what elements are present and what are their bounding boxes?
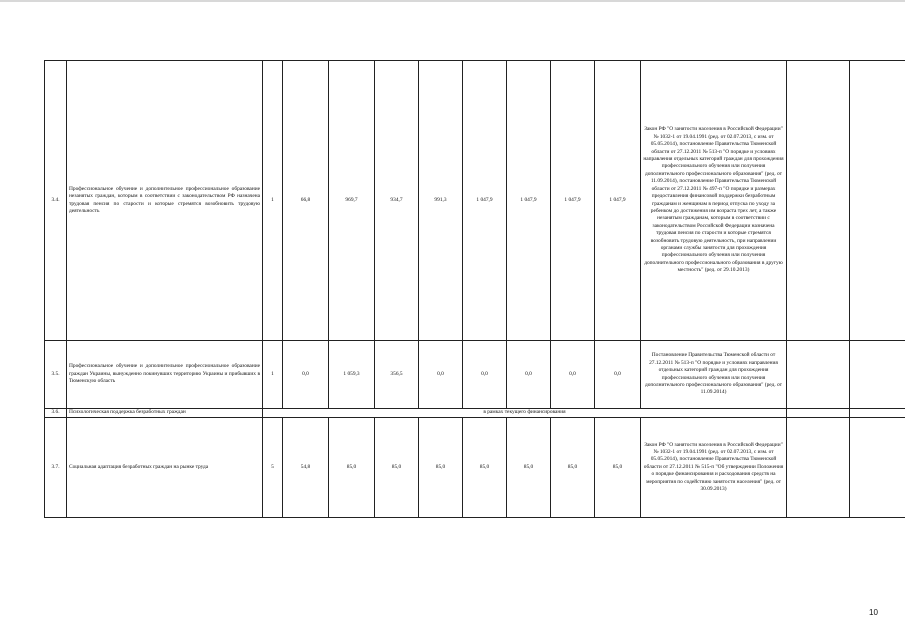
value-cell: 991,3 — [419, 61, 463, 341]
program-measures-table — [44, 60, 905, 518]
empty-cell — [787, 341, 850, 409]
row-number: 3.5. — [45, 341, 67, 409]
measure-name: Профессиональное обучение и дополнительное профессиональное образование незанятых граждан, которым в соответствии с законодательством РФ назначена трудовая пенсия по старости и которые стремятся возобновить трудовую деятельность — [67, 61, 263, 341]
value-cell: 0,0 — [551, 341, 595, 409]
legal-basis: Постановление Правительства Тюменской области от 27.12.2011 № 513-п "О порядке и условиях направления отдельных категорий граждан для прохождения профессионального обучения или получения дополнительного профессионального образования" (ред. от 11.09.2014) — [641, 341, 787, 409]
table-row — [45, 418, 905, 518]
measure-name: Профессиональное обучение и дополнительное профессиональное образование граждан Украины, вынужденно покинувших территорию Украины и прибывших в Тюменскую область — [67, 341, 263, 409]
value-cell: 1 047,9 — [463, 61, 507, 341]
empty-cell — [850, 418, 905, 518]
value-cell: 1 047,9 — [551, 61, 595, 341]
value-cell: 85,0 — [551, 418, 595, 518]
value-cell: 1 047,9 — [595, 61, 641, 341]
value-cell: 85,0 — [329, 418, 375, 518]
table-row — [45, 341, 905, 409]
legal-basis: Закон РФ "О занятости населения в Российской Федерации" № 1032-1 от 19.04.1991 (ред. от 02.07.2013, с изм. от 05.05.2014), постановление Правительства Тюменской области от 27.12.2011 № 513-п "О порядке и условиях направления отдельных категорий граждан для прохождения профессионального обучения или получения дополнительного профессионального образования" (ред. от 11.09.2014), постановление Правительства Тюменской области от 27.12.2011 № 497-п "О порядке и размерах предоставления финансовой поддержки безработным гражданам и женщинам в период отпуска по уходу за ребенком до достижения им возраста трех лет, а также незанятым гражданам, которым в соответствии с законодательством Российской Федерации назначена трудовая пенсия по старости и которые стремятся возобновить трудовую деятельность, при направлении органами службы занятости для прохождения профессионального обучения или получения дополнительного профессионального образования в другую местность" (ред. от 29.10.2013) — [641, 61, 787, 341]
empty-cell — [850, 61, 905, 341]
value-cell: 1 059,3 — [329, 341, 375, 409]
empty-cell — [787, 61, 850, 341]
responsible-code: 1 — [263, 341, 283, 409]
value-cell: 0,0 — [507, 341, 551, 409]
value-cell: 85,0 — [595, 418, 641, 518]
value-cell: 85,0 — [375, 418, 419, 518]
value-cell: 1 047,9 — [507, 61, 551, 341]
empty-cell — [850, 409, 905, 418]
value-cell: 969,7 — [329, 61, 375, 341]
row-number: 3.4. — [45, 61, 67, 341]
value-cell: 85,0 — [507, 418, 551, 518]
value-cell: 934,7 — [375, 61, 419, 341]
scan-edge-line — [0, 0, 905, 2]
value-cell: 85,0 — [463, 418, 507, 518]
measure-name: Психологическая поддержка безработных граждан — [67, 409, 263, 418]
measure-name: Социальная адаптация безработных граждан на рынке труда — [67, 418, 263, 518]
empty-cell — [787, 418, 850, 518]
merged-financing-note: в рамках текущего финансирования — [263, 409, 787, 418]
page-number: 10 — [869, 608, 878, 617]
value-cell: 356,5 — [375, 341, 419, 409]
row-number: 3.6. — [45, 409, 67, 418]
value-cell: 66,8 — [283, 61, 329, 341]
table-row — [45, 61, 905, 341]
value-cell: 0,0 — [463, 341, 507, 409]
value-cell: 0,0 — [595, 341, 641, 409]
responsible-code: 1 — [263, 61, 283, 341]
value-cell: 54,8 — [283, 418, 329, 518]
responsible-code: 5 — [263, 418, 283, 518]
table-row — [45, 409, 905, 418]
empty-cell — [787, 409, 850, 418]
empty-cell — [850, 341, 905, 409]
row-number: 3.7. — [45, 418, 67, 518]
value-cell: 0,0 — [283, 341, 329, 409]
legal-basis: Закон РФ "О занятости населения в Российской Федерации" № 1032-1 от 19.04.1991 (ред. от 02.07.2013, с изм. от 05.05.2014), постановление Правительства Тюменской области от 27.12.2011 № 515-п "Об утверждении Положения о порядке финансирования и расходования средств на мероприятия по содействию занятости населения" (ред. от 30.09.2013) — [641, 418, 787, 518]
value-cell: 85,0 — [419, 418, 463, 518]
value-cell: 0,0 — [419, 341, 463, 409]
